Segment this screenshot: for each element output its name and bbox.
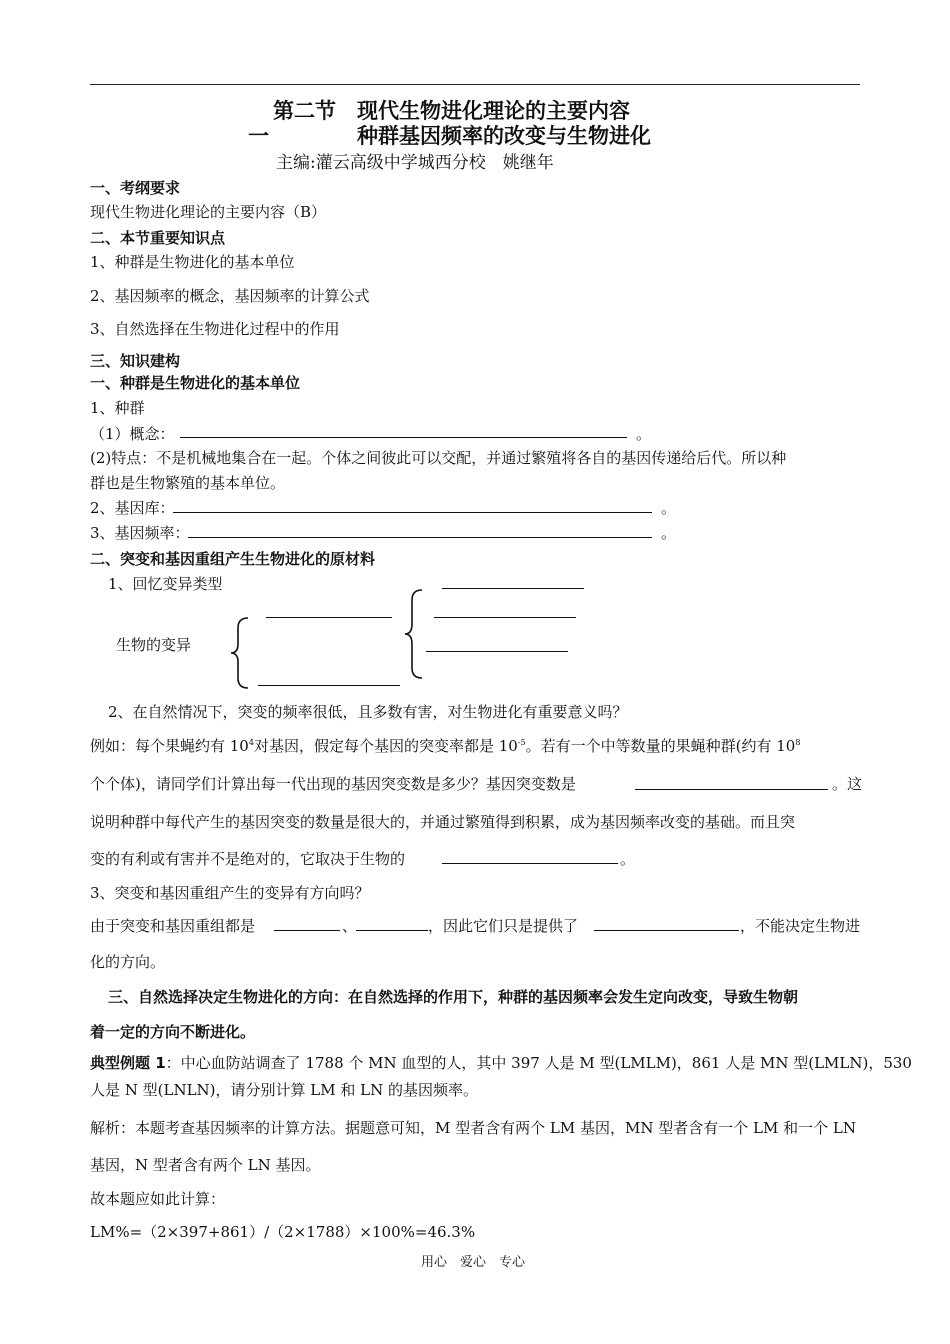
direction-text: 、 [342,917,358,935]
mutation-count-blank[interactable] [635,789,828,790]
feature-text: 群也是生物繁殖的基本单位。 [90,474,286,492]
period: 。 [636,425,652,443]
gene-frequency-label: 3、基因频率： [90,524,190,542]
question-text: 3、突变和基因重组产生的变异有方向吗？ [90,884,370,902]
concept-blank[interactable] [180,437,627,438]
question-text: 2、在自然情况下，突变的频率很低，且多数有害，对生物进化有重要意义吗？ [108,703,628,721]
analysis-text: 解析：本题考查基因频率的计算方法。据题意可知，M 型者含有两个 LM 基因，MN 型者含有一个 LM 和一个 LN [90,1119,856,1137]
calc-formula: LM%=（2×397+861）/（2×1788）×100%=46.3% [90,1223,476,1241]
subsection-heading: 三、自然选择决定生物进化的方向：在自然选择的作用下，种群的基因频率会发生定向改变，导致生物朝 [108,988,799,1006]
gene-pool-blank[interactable] [173,512,652,513]
section-heading: 一、考纲要求 [90,179,181,197]
section-heading: 三、知识建构 [90,352,181,370]
analysis-text: 基因，N 型者含有两个 LN 基因。 [90,1156,321,1174]
subsection-heading: 一、种群是生物进化的基本单位 [90,374,301,392]
variation-blank[interactable] [426,651,568,652]
page-footer: 用心 爱心 专心 [421,1255,526,1270]
gene-pool-label: 2、基因库： [90,499,175,517]
period: 。 [661,524,677,542]
example-text: 个个体)，请同学们计算出每一代出现的基因突变数是多少？基因突变数是 [90,775,576,793]
direction-text: 化的方向。 [90,953,166,971]
subsection-heading: 二、突变和基因重组产生生物进化的原材料 [90,550,376,568]
period: 。 [620,850,636,868]
key-point: 3、自然选择在生物进化过程中的作用 [90,320,340,338]
example-problem: 人是 N 型(LNLN)，请分别计算 LM 和 LN 的基因频率。 [90,1081,479,1099]
variation-blank[interactable] [258,685,400,686]
top-rule [90,84,860,85]
left-brace-icon [228,616,252,690]
variation-blank[interactable] [434,617,576,618]
subsection-heading: 着一定的方向不断进化。 [90,1023,256,1041]
example-text: 说明种群中每代产生的基因突变的数量是很大的，并通过繁殖得到积累，成为基因频率改变的基础。而且突 [90,813,796,831]
direction-text: ，因此它们只是提供了 [428,917,579,935]
item-label: 1、种群 [90,399,145,417]
direction-blank[interactable] [356,930,428,931]
direction-blank[interactable] [274,930,340,931]
variation-blank[interactable] [266,617,392,618]
title-line2-number: 一 [248,124,269,148]
key-point: 2、基因频率的概念，基因频率的计算公式 [90,287,370,305]
item-label: 1、回忆变异类型 [108,575,223,593]
depends-on-blank[interactable] [442,863,618,864]
example-text: 。这 [832,775,863,793]
variation-label: 生物的变异 [116,636,192,654]
example-text: 变的有利或有害并不是绝对的，它取决于生物的 [90,850,406,868]
title-line2: 种群基因频率的改变与生物进化 [357,124,651,148]
right-brace-icon [402,588,426,680]
example-problem: 典型例题 1：中心血防站调查了 1788 个 MN 血型的人，其中 397 人是 M 型(LMLM)，861 人是 MN 型(LMLN)，530 [90,1054,912,1072]
direction-text: ，不能决定生物进 [740,917,861,935]
gene-frequency-blank[interactable] [188,537,652,538]
exam-requirement: 现代生物进化理论的主要内容（B） [90,203,327,221]
calc-intro: 故本题应如此计算： [90,1190,226,1208]
direction-blank[interactable] [594,930,739,931]
title-line1: 第二节 现代生物进化理论的主要内容 [273,99,630,123]
section-heading: 二、本节重要知识点 [90,229,226,247]
direction-text: 由于突变和基因重组都是 [90,917,256,935]
key-point: 1、种群是生物进化的基本单位 [90,253,295,271]
variation-blank[interactable] [442,588,584,589]
example-text: 例如：每个果蝇约有 $10^4$对基因，假定每个基因的突变率都是 $10^{-5}$。若有一个中等数量的果蝇种群(约有 $10^8$ [90,737,801,755]
period: 。 [661,499,677,517]
editor-line: 主编:灌云高级中学城西分校 姚继年 [276,153,554,173]
concept-label: （1）概念： [90,425,175,443]
feature-text: (2)特点：不是机械地集合在一起。个体之间彼此可以交配，并通过繁殖将各自的基因传递给后代。所以种 [90,449,787,467]
